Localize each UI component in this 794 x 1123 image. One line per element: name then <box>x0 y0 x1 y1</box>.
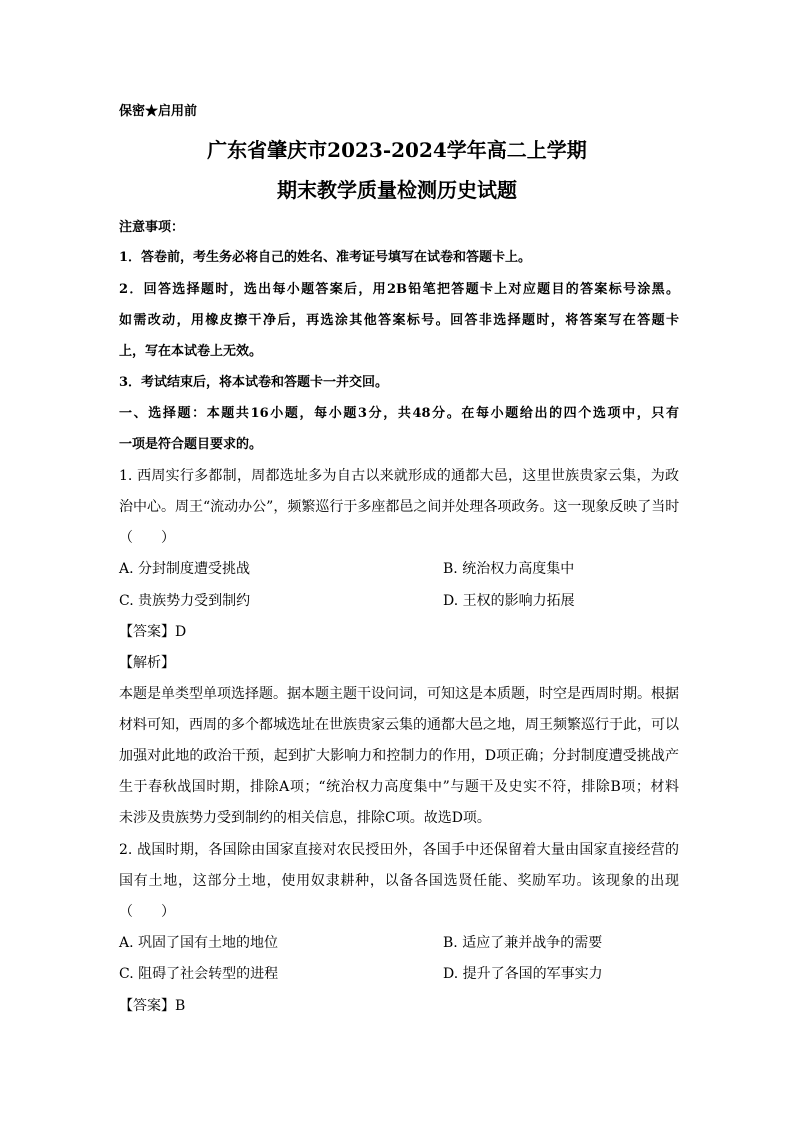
question-2-line1: 2. 战国时期，各国除由国家直接对农民授田外，各国手中还保留着大量由国家直接经营的 <box>119 842 679 858</box>
question-1-analysis-line4: 生于春秋战国时期，排除A项；“统治权力高度集中”与题干及史实不符，排除B项；材料 <box>119 779 679 795</box>
question-1-answer: 【答案】D <box>119 624 187 640</box>
question-2-answer: 【答案】B <box>119 998 186 1014</box>
section-heading-line1: 一、选择题：本题共16小题，每小题3分，共48分。在每小题给出的四个选项中，只有 <box>119 406 679 421</box>
question-2-option-d: D. 提升了各国的军事实力 <box>443 966 603 982</box>
question-1-analysis-line3: 加强对此地的政治干预，起到扩大影响力和控制力的作用，D项正确；分封制度遭受挑战产 <box>119 748 679 764</box>
question-1-line1: 1. 西周实行多都制，周都选址多为自古以来就形成的通都大邑，这里世族贵家云集，为政 <box>119 468 679 484</box>
question-1-option-b: B. 统治权力高度集中 <box>443 561 575 577</box>
document-title-line1: 广东省肇庆市2023-2024学年高二上学期 <box>207 138 587 162</box>
notes-heading: 注意事项： <box>119 220 185 235</box>
question-1-analysis-line2: 材料可知，西周的多个都城选址在世族贵家云集的通都大邑之地，周王频繁巡行于此，可以 <box>119 717 679 733</box>
question-2-option-a: A. 巩固了国有土地的地位 <box>119 935 279 951</box>
question-1-option-a: A. 分封制度遭受挑战 <box>119 561 251 577</box>
question-1-analysis-label: 【解析】 <box>119 655 175 671</box>
question-2-paren: （ ） <box>119 904 175 920</box>
note-2-line2: 如需改动，用橡皮擦干净后，再选涂其他答案标号。回答非选择题时，将答案写在答题卡 <box>119 313 679 328</box>
note-2-line3: 上，写在本试卷上无效。 <box>119 344 263 359</box>
question-1-paren: （ ） <box>119 530 175 546</box>
note-3: 3．考试结束后，将本试卷和答题卡一并交回。 <box>119 375 389 390</box>
document-title-line2: 期末教学质量检测历史试题 <box>277 178 517 202</box>
question-1-option-c: C. 贵族势力受到制约 <box>119 593 251 609</box>
note-2-line1: 2．回答选择题时，选出每小题答案后，用2B铅笔把答题卡上对应题目的答案标号涂黑。 <box>119 282 679 297</box>
note-1: 1．答卷前，考生务必将自己的姓名、准考证号填写在试卷和答题卡上。 <box>119 250 532 265</box>
question-1-option-d: D. 王权的影响力拓展 <box>443 593 575 609</box>
question-1-line2: 治中心。周王“流动办公”，频繁巡行于多座都邑之间并处理各项政务。这一现象反映了当时 <box>119 499 680 515</box>
question-1-analysis-line1: 本题是单类型单项选择题。据本题主题干设问词，可知这是本质题，时空是西周时期。根据 <box>119 686 679 702</box>
question-1-analysis-line5: 未涉及贵族势力受到制约的相关信息，排除C项。故选D项。 <box>119 810 491 826</box>
confidential-label: 保密★启用前 <box>119 104 198 119</box>
question-2-option-b: B. 适应了兼并战争的需要 <box>443 935 603 951</box>
section-heading-line2: 一项是符合题目要求的。 <box>119 437 263 452</box>
question-2-option-c: C. 阻碍了社会转型的进程 <box>119 966 279 982</box>
question-2-line2: 国有土地，这部分土地，使用奴隶耕种，以备各国选贤任能、奖励军功。该现象的出现 <box>119 873 679 889</box>
